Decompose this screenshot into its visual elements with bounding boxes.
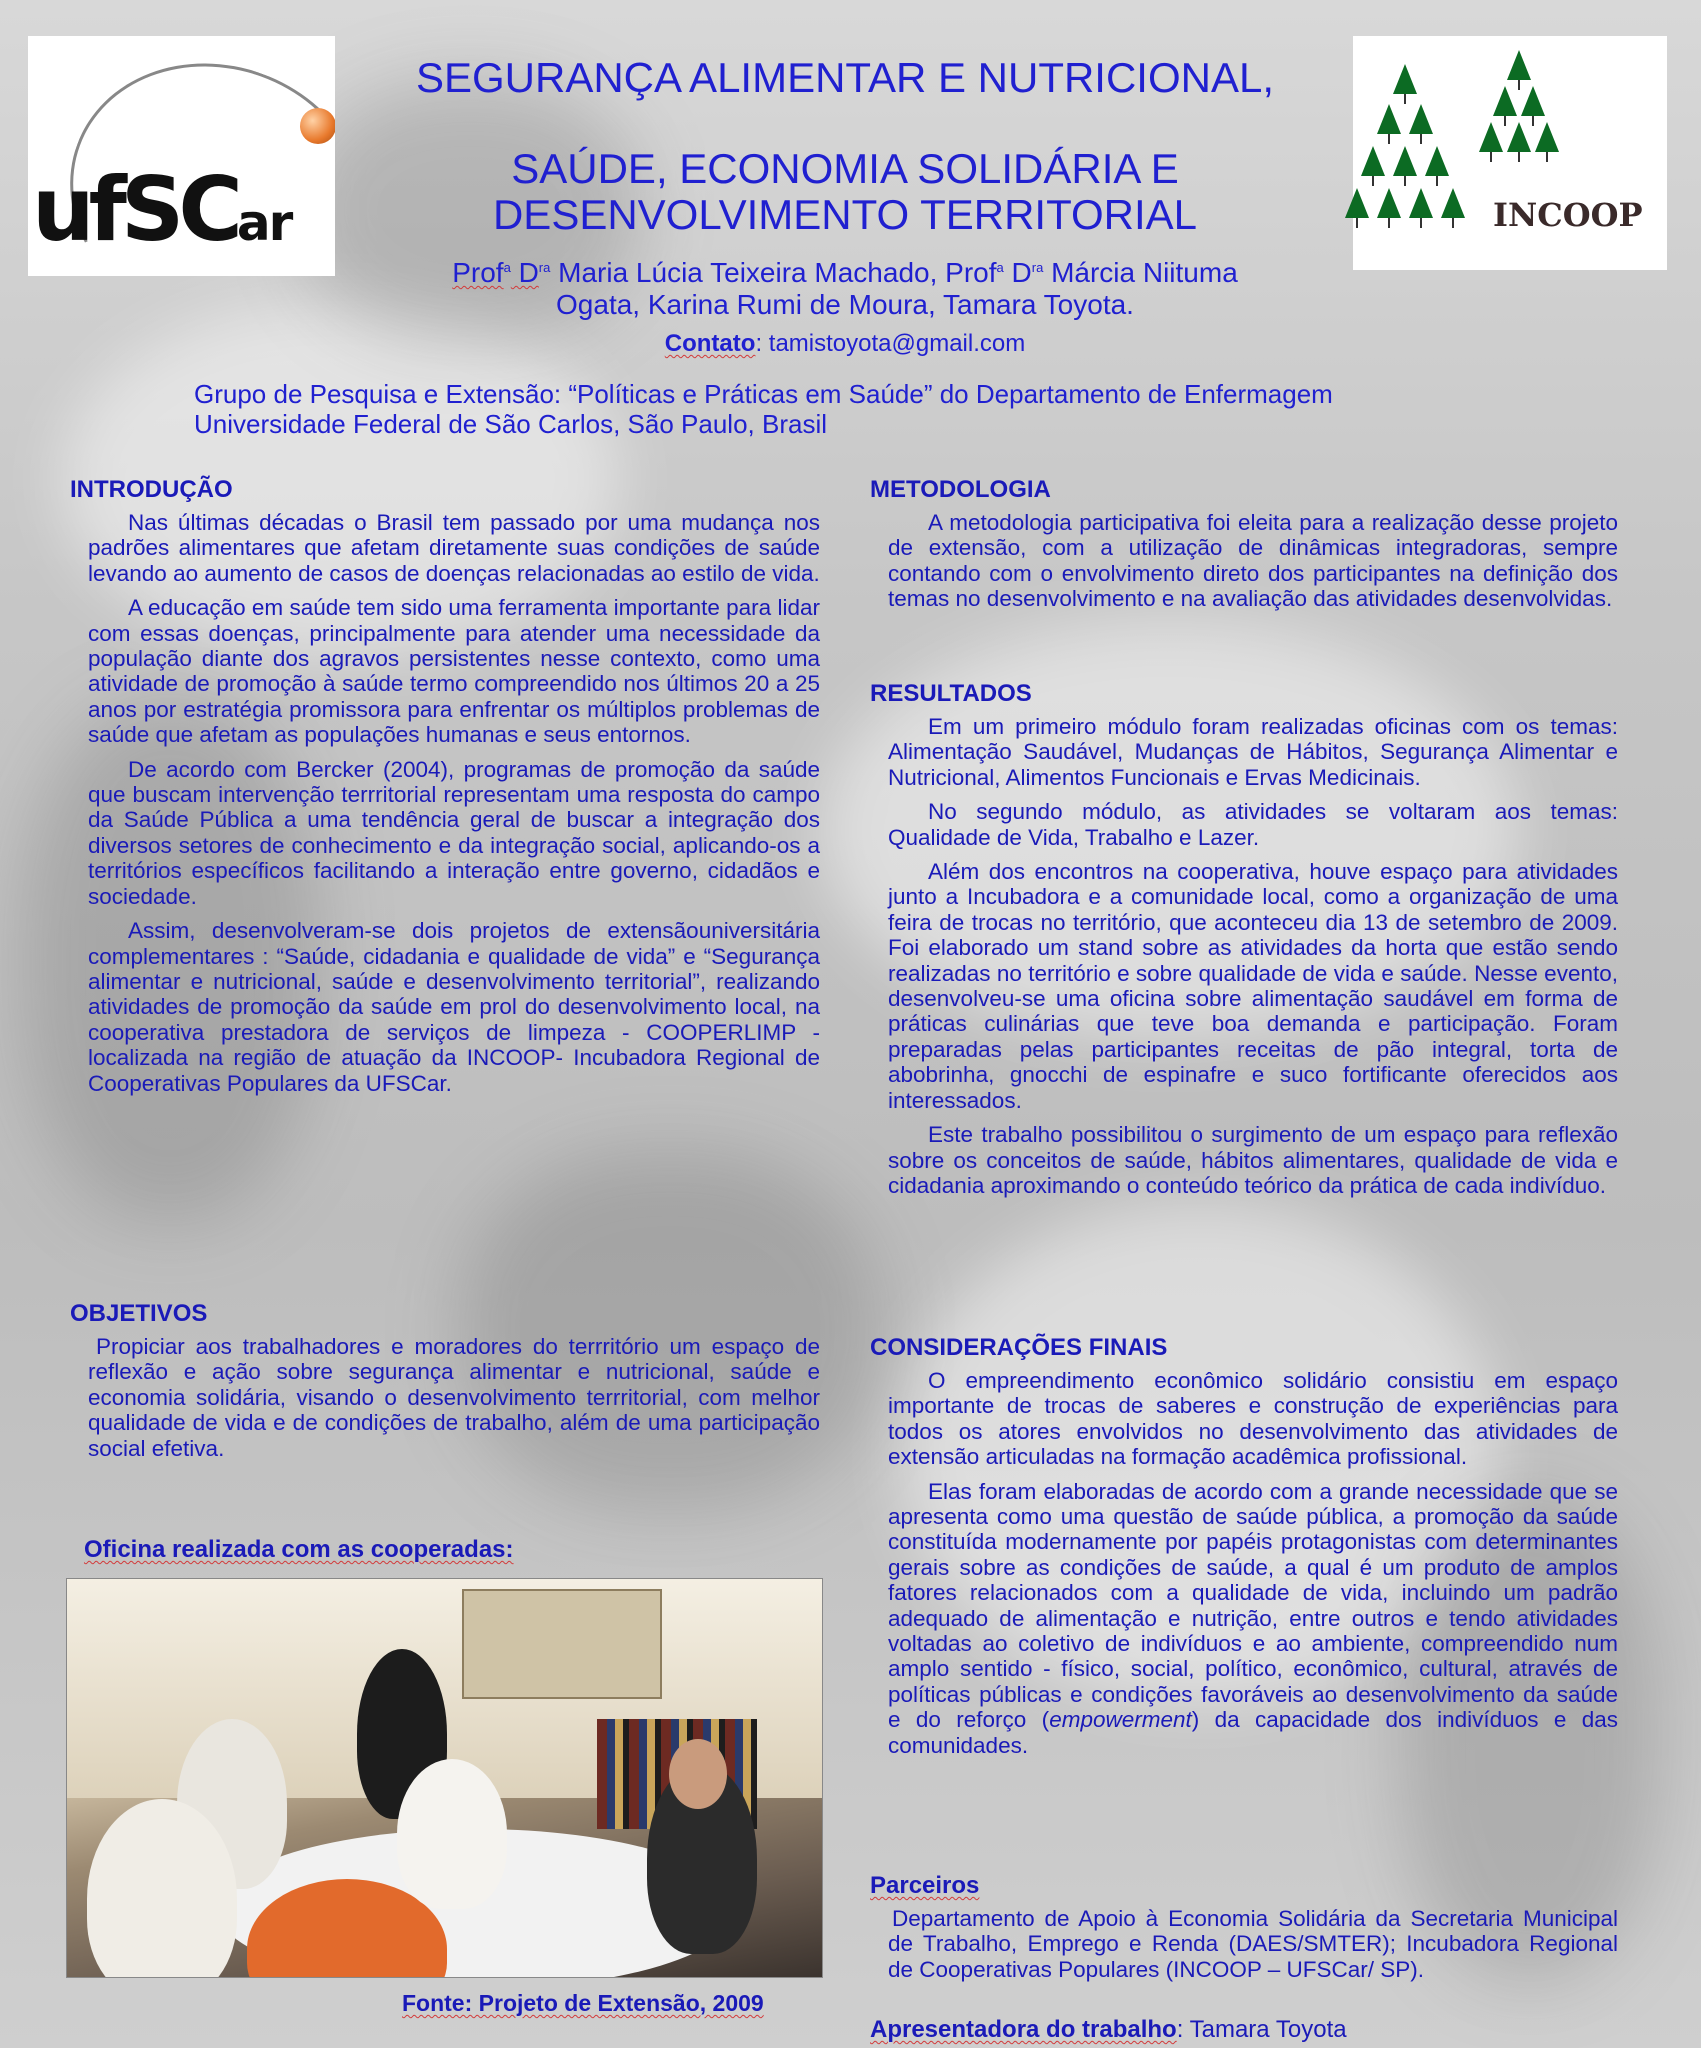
objetivos-paragraph: Propiciar aos trabalhadores e moradores do terrritório um espaço de reflexão e ação sobre segurança alimentar e nutricional, saúde e economia solidária, visando o desenvolvimento terrritorial, com melhor qualidade de vida e de condições de trabalho, além de uma participação social efetiva. — [88, 1334, 820, 1461]
photo-credit: Fonte: Projeto de Extensão, 2009 — [402, 1990, 764, 2016]
poster-title-block — [340, 146, 1350, 238]
metodologia-paragraph: A metodologia participativa foi eleita para a realização desse projeto de extensão, com a utilização de dinâmicas integradoras, sempre contando com o envolvimento direto dos participantes na definição dos temas no desenvolvimento e na avaliação das atividades desenvolvidas. — [888, 510, 1618, 612]
resultados-paragraph-1: Em um primeiro módulo foram realizadas oficinas com os temas: Alimentação Saudável, Mudanças de Hábitos, Segurança Alimentar e Nutricional, Alimentos Funcionais e Ervas Medicinais. — [888, 714, 1618, 790]
pine-tree-icon — [1393, 146, 1417, 176]
section-title-parceiros: Parceiros — [870, 1872, 980, 1899]
pine-tree-icon — [1377, 104, 1401, 134]
pine-tree-icon — [1393, 64, 1417, 94]
pine-tree-icon — [1507, 50, 1531, 80]
authors-line2: Ogata, Karina Rumi de Moura, Tamara Toyota. — [556, 289, 1134, 320]
pine-tree-icon — [1377, 188, 1401, 218]
ufscar-wordmark: ufSCar — [32, 158, 292, 261]
resultados-paragraph-3: Além dos encontros na cooperativa, houve espaço para atividades junto a Incubadora e a comunidade local, como a organização de uma feira de trocas no território, que aconteceu dia 13 de setembro de 2009. Foi elaborado um stand sobre as atividades da horta que estão sendo realizadas no território e sobre qualidade de vida e saúde. Nesse evento, desenvolveu-se uma oficina sobre alimentação saudável em forma de práticas culinárias que teve boa demanda e participação. Foram preparadas pelas participantes receitas de pão integral, torta de abobrinha, gnocchi de espinafre e suco fortificante oferecidos aos interessados. — [888, 859, 1618, 1113]
presenter-name: : Tamara Toyota — [1176, 2016, 1347, 2043]
section-metodologia — [870, 476, 1618, 621]
consideracoes-paragraph-1: O empreendimento econômico solidário consistiu em espaço importante de trocas de saberes e construção de experiências para todos os atores envolvidos no desenvolvimento das atividades de extensão articuladas na formação acadêmica profissional. — [888, 1368, 1618, 1470]
contact-email-link[interactable]: : tamistoyota@gmail.com — [755, 330, 1026, 357]
pine-tree-icon — [1425, 146, 1449, 176]
poster-title-line3: DESENVOLVIMENTO TERRITORIAL — [492, 191, 1198, 238]
resultados-paragraph-4: Este trabalho possibilitou o surgimento de um espaço para reflexão sobre os conceitos de saúde, hábitos alimentares, qualidade de vida e cidadania aproximando o conteúdo teórico da prática de cada indivíduo. — [888, 1122, 1618, 1198]
section-introducao — [70, 476, 820, 1105]
parceiros-paragraph: Departamento de Apoio à Economia Solidária da Secretaria Municipal de Trabalho, Emprego e Renda (DAES/SMTER); Incubadora Regional de Cooperativas Populares (INCOOP – UFSCar/ SP). — [888, 1906, 1618, 1982]
photo-caption: Oficina realizada com as cooperadas: — [84, 1536, 514, 1563]
intro-paragraph-4: Assim, desenvolveram-se dois projetos de extensãouniversitária complementares : “Saúde, cidadania e qualidade de vida” e “Segurança alimentar e nutricional, saúde e desenvolvimento territorial”, realizando atividades de promoção da saúde em prol do desenvolvimento local, na cooperativa prestadora de serviços de limpeza - COOPERLIMP - localizada na região de atuação da INCOOP- Incubadora Regional de Cooperativas Populares da UFSCar. — [88, 918, 820, 1096]
section-resultados — [870, 680, 1618, 1207]
authors: Prof$^a$ $D^{ra}$ Maria Lúcia Teixeira Machado, Prof$^a$ $D^{ra}$ Márcia Niituma Ogata, Karina Rumi de Moura, Tamara Toyota. — [340, 252, 1350, 321]
contact-label: Contato — [664, 330, 756, 357]
section-title-consideracoes: CONSIDERAÇÕES FINAIS — [870, 1334, 1168, 1361]
affiliation: Grupo de Pesquisa e Extensão: “Políticas e Práticas em Saúde” do Departamento de Enfermagem Universidade Federal de São Carlos, São Paulo, Brasil — [194, 379, 1333, 439]
section-title-introducao: INTRODUÇÃO — [70, 476, 233, 503]
section-title-resultados: RESULTADOS — [870, 680, 1032, 707]
section-parceiros — [870, 1872, 1618, 1991]
contact — [340, 330, 1350, 358]
orange-ball-icon — [300, 108, 335, 144]
pine-tree-icon — [1507, 122, 1531, 152]
poster-title-line2: SAÚDE, ECONOMIA SOLIDÁRIA E — [511, 145, 1179, 192]
pine-tree-icon — [1409, 188, 1433, 218]
incoop-logo — [1353, 36, 1667, 270]
pine-tree-icon — [1441, 188, 1465, 218]
workshop-photo — [66, 1578, 823, 1978]
section-consideracoes — [870, 1334, 1618, 1767]
pine-tree-icon — [1521, 86, 1545, 116]
intro-paragraph-3: De acordo com Bercker (2004), programas de promoção da saúde que buscam intervenção terrritorial representam uma resposta do campo da Saúde Pública a uma tendência geral de buscar a integração dos diversos setores de conhecimento e da integração social, aplicando-os a territórios específicos facilitando a interação entre governo, cidadãos e sociedade. — [88, 756, 820, 909]
incoop-wordmark: INCOOP — [1493, 196, 1643, 234]
pine-tree-icon — [1479, 122, 1503, 152]
pine-tree-icon — [1409, 104, 1433, 134]
consideracoes-paragraph-2: Elas foram elaboradas de acordo com a grande necessidade que se apresenta como uma questão de saúde pública, a promoção da saúde constituída modernamente por papéis protagonistas com determinantes gerais sobre as condições de saúde, a qual é um produto de amplos fatores relacionados com a qualidade de vida, incluindo um padrão adequado de alimentação e nutrição, entre outros e tendo atividades voltadas ao coletivo de indivíduos e ao ambiente, compreendido num amplo sentido - físico, social, político, econômico, cultural, através de políticas públicas e condições favoráveis ao desenvolvimento da saúde e do reforço (empowerment) da capacidade dos indivíduos e das comunidades. — [888, 1478, 1618, 1758]
intro-paragraph-2: A educação em saúde tem sido uma ferramenta importante para lidar com essas doenças, principalmente para atender uma necessidade da população diante dos agravos persistentes nesse contexto, como uma atividade de promoção à saúde termo compreendido nos últimos 20 a 25 anos por estratégia promissora para enfrentar os múltiplos problemas de saúde que afetam as populações humanas e seus entornos. — [88, 595, 820, 748]
section-objetivos — [70, 1300, 820, 1470]
poster-title-line1: SEGURANÇA ALIMENTAR E NUTRICIONAL, — [415, 54, 1275, 101]
resultados-paragraph-2: No segundo módulo, as atividades se voltaram aos temas: Qualidade de Vida, Trabalho e Lazer. — [888, 799, 1618, 850]
section-title-objetivos: OBJETIVOS — [70, 1300, 208, 1327]
pine-tree-icon — [1493, 86, 1517, 116]
presenter — [870, 2016, 1347, 2044]
intro-paragraph-1: Nas últimas décadas o Brasil tem passado por uma mudança nos padrões alimentares que afetam diretamente suas condições de saúde levando ao aumento de casos de doenças relacionadas ao estilo de vida. — [88, 510, 820, 586]
pine-tree-icon — [1361, 146, 1385, 176]
section-title-metodologia: METODOLOGIA — [870, 476, 1051, 503]
presenter-label: Apresentadora do trabalho — [870, 2016, 1177, 2043]
pine-tree-icon — [1535, 122, 1559, 152]
ufscar-logo — [28, 36, 335, 276]
